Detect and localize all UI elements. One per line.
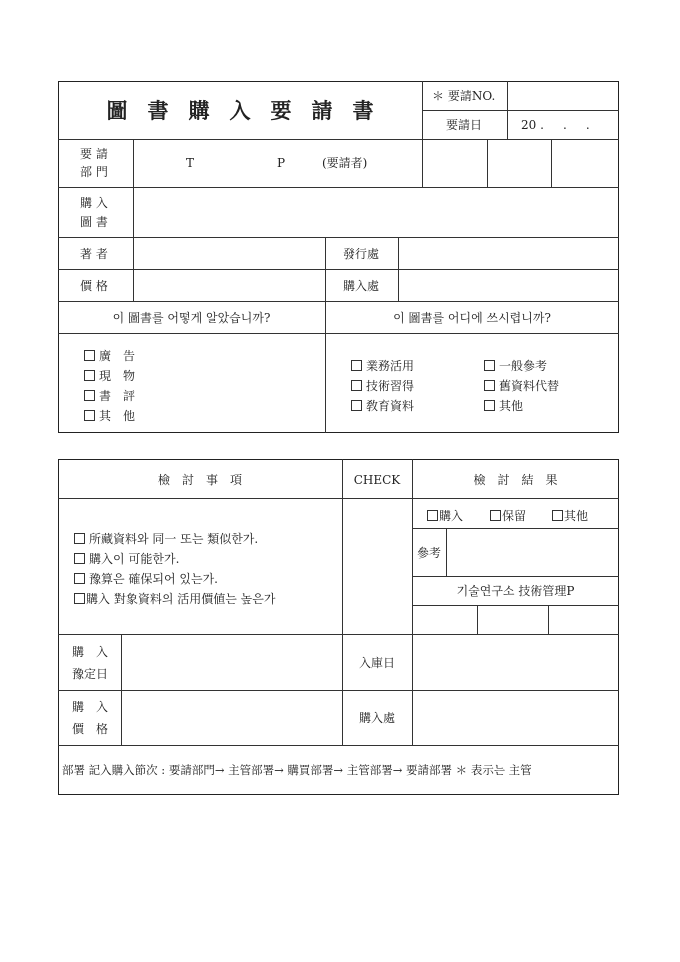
check-header: CHECK [353,473,401,487]
rule [422,110,619,111]
checkbox-advertisement[interactable]: 廣 告 [84,347,135,364]
rule [58,690,619,691]
rule [507,81,508,139]
checkbox-icon [490,510,501,521]
author-label: 著 者 [80,247,108,261]
planned-date-label-2: 豫定日 [72,667,109,681]
request-no-label: ＊ 要請NO. [432,89,496,103]
checkbox-actual-item[interactable]: 現 物 [84,367,135,384]
checkbox-icon [84,350,95,361]
requester-label: (要請者) [322,156,368,170]
purchase-place-label: 購入處 [343,279,380,293]
checkbox-icon [84,390,95,401]
rule [412,576,619,577]
rule [446,528,447,576]
tp-p: P [277,156,286,170]
checkbox-icon [74,553,85,564]
rule [342,459,343,745]
checkbox-icon [351,380,362,391]
price-label: 價 格 [80,279,108,293]
checkbox-icon [74,533,85,544]
checkbox-skill-learning[interactable]: 技術習得 [351,377,414,394]
rule [121,634,122,745]
checkbox-icon [74,593,85,604]
warehouse-date-label: 入庫日 [359,656,396,670]
checkbox-business-use[interactable]: 業務活用 [351,357,414,374]
review-item-duplicate[interactable]: 所藏資料와 同一 또는 類似한가. [74,530,258,547]
checkbox-other-how[interactable]: 其 他 [84,407,135,424]
dept-label-2: 部 門 [80,165,108,179]
book-label-2: 圖 書 [80,215,108,229]
rule [58,333,619,334]
purchase-place-label-2: 購入處 [359,711,396,725]
rule [551,139,552,187]
book-label-1: 購 入 [80,196,108,210]
checkbox-icon [484,400,495,411]
request-date-value: 20 . . . [521,118,590,132]
checkbox-icon [351,360,362,371]
rule [422,81,423,187]
result-other[interactable]: 其他 [552,507,588,524]
rule [58,237,619,238]
rule [412,528,619,529]
checkbox-other-use[interactable]: 其他 [484,397,523,414]
rule [58,187,619,188]
rule [58,634,619,635]
rule [548,605,549,634]
review-result-header: 檢 討 結 果 [473,473,558,487]
checkbox-icon [74,573,85,584]
checkbox-icon [351,400,362,411]
checkbox-general-reference[interactable]: 一般參考 [484,357,547,374]
reference-label: 參考 [417,546,442,560]
rule [398,237,399,301]
dept-label-1: 要 請 [80,147,108,161]
rule [58,498,619,499]
checkbox-icon [484,380,495,391]
review-item-availability[interactable]: 購入이 可能한가. [74,550,179,567]
form-title: 圖書購入要請書 [106,98,394,123]
institute-label: 기술연구소 技術管理P [456,584,575,598]
checkbox-icon [484,360,495,371]
rule [58,745,619,746]
rule [477,605,478,634]
rule [487,139,488,187]
checkbox-icon [427,510,438,521]
procedure-footer: 部署 記入購入節次 : 要請部門→ 主管部署→ 購買部署→ 主管部署→ 要請部署 ＊ 表示는 主管 [62,763,532,777]
review-item-budget[interactable]: 豫算은 確保되어 있는가. [74,570,218,587]
rule [58,269,619,270]
question-where: 이 圖書를 어디에 쓰시렵니까? [393,311,551,325]
rule [412,605,619,606]
result-purchase[interactable]: 購入 [427,507,463,524]
review-item-value[interactable]: 購入 對象資料의 活用價値는 높은가 [74,590,275,607]
rule [58,139,619,140]
price-label-2: 價 格 [72,722,109,736]
rule [325,237,326,433]
planned-date-label-1: 購 入 [72,645,109,659]
tp-t: T [186,156,195,170]
checkbox-icon [552,510,563,521]
review-items-header: 檢 討 事 項 [157,473,242,487]
checkbox-icon [84,410,95,421]
checkbox-icon [84,370,95,381]
publisher-label: 發行處 [343,247,380,261]
result-hold[interactable]: 保留 [490,507,526,524]
checkbox-review[interactable]: 書 評 [84,387,135,404]
checkbox-education[interactable]: 敎育資料 [351,397,414,414]
price-label-1: 購 入 [72,700,109,714]
rule [58,301,619,302]
checkbox-replace-old[interactable]: 舊資料代替 [484,377,559,394]
question-how: 이 圖書를 어떻게 알았습니까? [112,311,271,325]
rule [412,459,413,745]
request-date-label: 要請日 [446,118,483,132]
rule [133,139,134,301]
